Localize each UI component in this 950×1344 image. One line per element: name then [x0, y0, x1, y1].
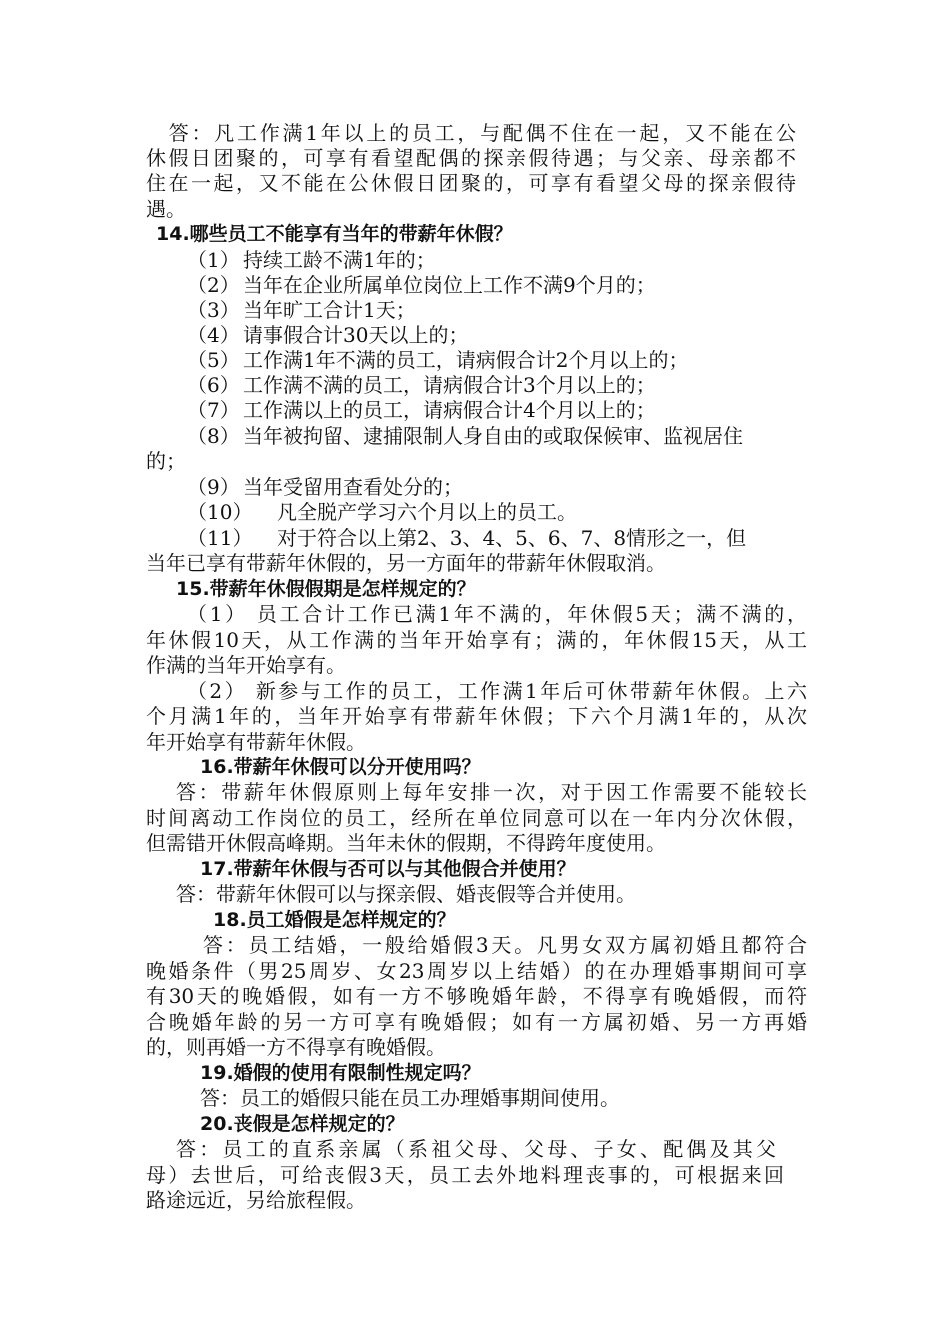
q14-item-5-text: 工作满1年不满的员工，请病假合计2个月以上的； [243, 348, 689, 372]
q14-item-6 [187, 372, 656, 398]
q15-line-6: 年开始享有带薪年休假。 [146, 730, 366, 754]
q14-item-5 [187, 347, 688, 373]
q14-item-8-text: 当年被拘留、逮捕限制人身自由的或取保候审、监视居住 [243, 424, 743, 448]
q14-item-1-num: （1） [187, 248, 240, 272]
q14-item-10-num: （10） [187, 500, 253, 524]
q18-line-2: 晚婚条件（男25周岁、女23周岁以上结婚）的在办理婚事期间可享 [146, 959, 807, 983]
q14-item-7 [187, 397, 656, 423]
q15-line-2: 年休假10天，从工作满的当年开始享有；满的，年休假15天，从工 [146, 628, 807, 652]
q15-line-1: （1） 员工合计工作已满1年不满的，年休假5天；满不满的， [187, 602, 807, 626]
q14-item-3-num: （3） [187, 298, 240, 322]
intro-line-2: 休假日团聚的，可享有看望配偶的探亲假待遇；与父亲、母亲都不 [146, 146, 796, 170]
q20-line-3: 路途远近，另给旅程假。 [146, 1188, 366, 1212]
q14-item-6-text: 工作满不满的员工，请病假合计3个月以上的； [243, 373, 656, 397]
q14-item-2-num: （2） [187, 273, 240, 297]
q14-item-10-text: 凡全脱产学习六个月以上的员工。 [277, 500, 577, 524]
q14-item-6-num: （6） [187, 373, 240, 397]
q16-heading: 16.带薪年休假可以分开使用吗？ [200, 756, 481, 778]
q15-line-4: （2） 新参与工作的员工，工作满1年后可休带薪年休假。上六 [187, 679, 807, 703]
q14-item-1-text: 持续工龄不满1年的； [243, 248, 436, 272]
q14-item-11-cont: 当年已享有带薪年休假的，另一方面年的带薪年休假取消。 [146, 551, 666, 575]
q14-item-7-num: （7） [187, 398, 240, 422]
q18-line-5: 的，则再婚一方不得享有晚婚假。 [146, 1035, 446, 1059]
q15-line-3: 作满的当年开始享有。 [146, 653, 346, 677]
q15-line-5: 个月满1年的，当年开始享有带薪年休假；下六个月满1年的，从次 [146, 704, 807, 728]
q18-heading: 18.员工婚假是怎样规定的？ [213, 909, 456, 931]
q19-heading: 19.婚假的使用有限制性规定吗？ [200, 1062, 481, 1084]
q14-item-4-text: 请事假合计30天以上的； [243, 323, 469, 347]
q20-heading: 20.丧假是怎样规定的？ [200, 1113, 405, 1135]
q20-line-1: 答：员工的直系亲属（系祖父母、父母、子女、配偶及其父 [176, 1137, 776, 1161]
q14-item-4-num: （4） [187, 323, 240, 347]
q14-item-8-num: （8） [187, 424, 240, 448]
q14-item-1 [187, 247, 436, 273]
q14-item-3-text: 当年旷工合计1天； [243, 298, 416, 322]
q16-line-1: 答：带薪年休假原则上每年安排一次，对于因工作需要不能较长 [176, 780, 807, 804]
q14-item-2-text: 当年在企业所属单位岗位上工作不满9个月的； [243, 273, 656, 297]
intro-line-4: 遇。 [146, 197, 186, 221]
intro-line-1: 答：凡工作满1年以上的员工，与配偶不住在一起，又不能在公 [146, 121, 796, 145]
q14-item-9-num: （9） [187, 475, 240, 499]
q14-item-10 [187, 499, 577, 525]
q14-item-2 [187, 272, 656, 298]
q18-line-3: 有30天的晚婚假，如有一方不够晚婚年龄，不得享有晚婚假，而符 [146, 984, 807, 1008]
q15-heading: 15.带薪年休假假期是怎样规定的？ [176, 578, 476, 600]
q14-item-11-text: 对于符合以上第2、3、4、5、6、7、8情形之一，但 [277, 526, 747, 550]
q14-item-8-cont: 的； [146, 449, 186, 473]
q14-item-9-text: 当年受留用查看处分的； [243, 475, 463, 499]
q20-line-2: 母）去世后，可给丧假3天，员工去外地料理丧事的，可根据来回 [146, 1163, 784, 1187]
q18-line-4: 合晚婚年龄的另一方可享有晚婚假；如有一方属初婚、另一方再婚 [146, 1010, 807, 1034]
q14-item-5-num: （5） [187, 348, 240, 372]
q14-item-7-text: 工作满以上的员工，请病假合计4个月以上的； [243, 398, 656, 422]
q17-line-1: 答：带薪年休假可以与探亲假、婚丧假等合并使用。 [176, 882, 636, 906]
q14-item-9 [187, 474, 463, 500]
q19-line-1: 答：员工的婚假只能在员工办理婚事期间使用。 [200, 1086, 620, 1110]
q14-item-11 [187, 525, 746, 551]
q14-heading: 14.哪些员工不能享有当年的带薪年休假？ [156, 223, 513, 245]
q18-line-1: 答：员工结婚，一般给婚假3天。凡男女双方属初婚且都符合 [203, 933, 807, 957]
q16-line-2: 时间离动工作岗位的员工，经所在单位同意可以在一年内分次休假， [146, 806, 807, 830]
intro-line-3: 住在一起，又不能在公休假日团聚的，可享有看望父母的探亲假待 [146, 171, 796, 195]
q14-item-8 [187, 423, 743, 449]
q14-item-11-num: （11） [187, 526, 253, 550]
q14-item-4 [187, 322, 468, 348]
q16-line-3: 但需错开休假高峰期。当年未休的假期，不得跨年度使用。 [146, 831, 666, 855]
q17-heading: 17.带薪年休假与否可以与其他假合并使用？ [200, 858, 576, 880]
q14-item-3 [187, 297, 416, 323]
